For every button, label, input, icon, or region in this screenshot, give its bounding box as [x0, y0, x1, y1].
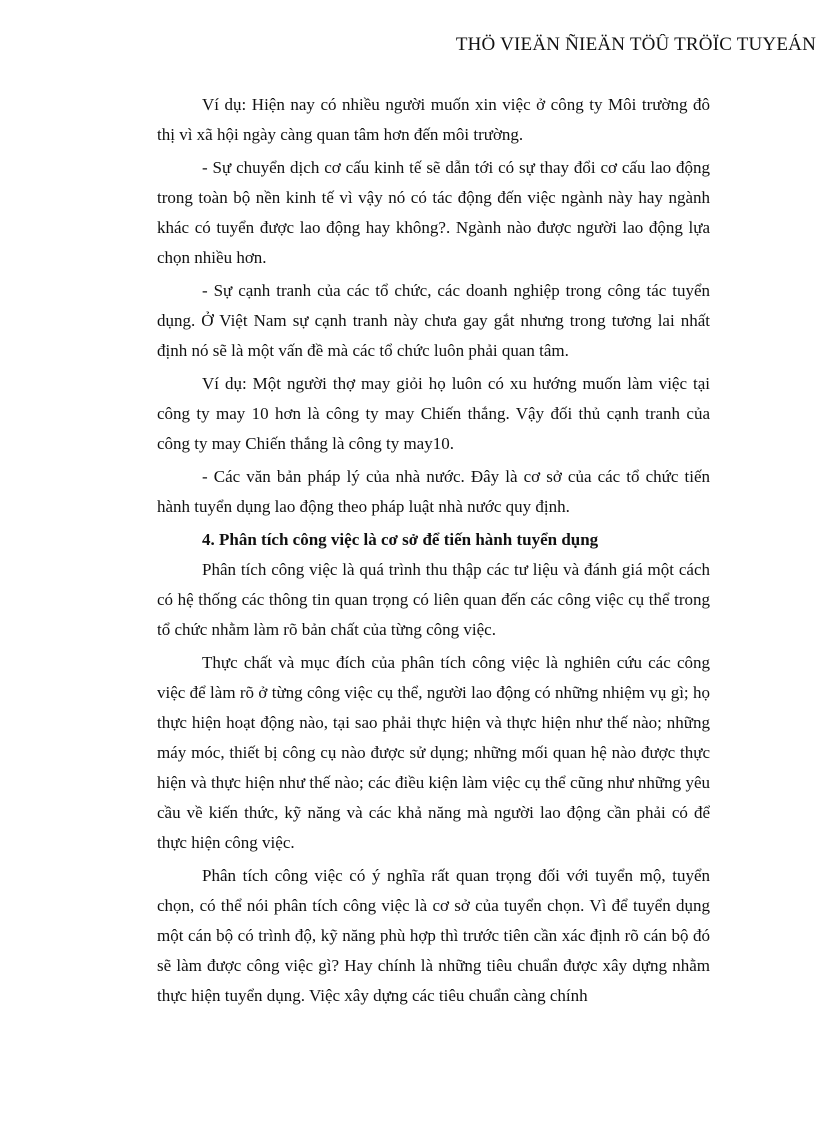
- section-heading: 4. Phân tích công việc là cơ sở để tiến hành tuyển dụng: [202, 530, 599, 549]
- paragraph-job-analysis-purpose: Thực chất và mục đích của phân tích công việc là nghiên cứu các công việc để làm rõ ở từng công việc cụ thể, người lao động có những nhiệm vụ gì; họ thực hiện hoạt động nào, tại sao phải thực hiện và thực hiện như thế nào; những máy móc, thiết bị công cụ nào được sử dụng; những mối quan hệ nào được thực hiện và thực hiện như thế nào; các điều kiện làm việc cụ thể cũng như những yêu cầu về kiến thức, kỹ năng và các khả năng mà người lao động cần phải có để thực hiện công việc.: [157, 653, 710, 852]
- paragraph-legal-documents: - Các văn bản pháp lý của nhà nước. Đây là cơ sở của các tổ chức tiến hành tuyển dụng lao động theo pháp luật nhà nước quy định.: [157, 467, 710, 516]
- document-body: [157, 90, 710, 1011]
- paragraph-competition: - Sự cạnh tranh của các tổ chức, các doanh nghiệp trong công tác tuyển dụng. Ở Việt Nam sự cạnh tranh này chưa gay gắt nhưng trong tương lai nhất định nó sẽ là một vấn đề mà các tổ chức luôn phải quan tâm.: [157, 281, 710, 360]
- paragraph-job-analysis-importance: Phân tích công việc có ý nghĩa rất quan trọng đối với tuyển mộ, tuyển chọn, có thể nói phân tích công việc là cơ sở của tuyển chọn. Vì để tuyển dụng một cán bộ có trình độ, kỹ năng phù hợp thì trước tiên cần xác định rõ cán bộ đó sẽ làm được công việc gì? Hay chính là những tiêu chuẩn được xây dựng nhằm thực hiện tuyển dụng. Việc xây dựng các tiêu chuẩn càng chính: [157, 866, 710, 1005]
- paragraph-economic-structure: - Sự chuyển dịch cơ cấu kinh tế sẽ dẫn tới có sự thay đổi cơ cấu lao động trong toàn bộ nền kinh tế vì vậy nó có tác động đến việc ngành này hay ngành khác có tuyển được lao động hay không?. Ngành nào được người lao động lựa chọn nhiều hơn.: [157, 158, 710, 267]
- paragraph-job-analysis-definition: Phân tích công việc là quá trình thu thập các tư liệu và đánh giá một cách có hệ thống các thông tin quan trọng có liên quan đến các công việc cụ thể trong tổ chức nhằm làm rõ bản chất của từng công việc.: [157, 560, 710, 639]
- paragraph-example-tailor: Ví dụ: Một người thợ may giỏi họ luôn có xu hướng muốn làm việc tại công ty may 10 hơn là công ty may Chiến thắng. Vậy đối thủ cạnh tranh của công ty may Chiến thắng là công ty may10.: [157, 374, 710, 453]
- paragraph-example-environment: Ví dụ: Hiện nay có nhiều người muốn xin việc ở công ty Môi trường đô thị vì xã hội ngày càng quan tâm hơn đến môi trường.: [157, 95, 710, 144]
- page-header: THÖ VIEÄN ÑIEÄN TÖÛ TRÖÏC TUYEÁN: [455, 34, 816, 55]
